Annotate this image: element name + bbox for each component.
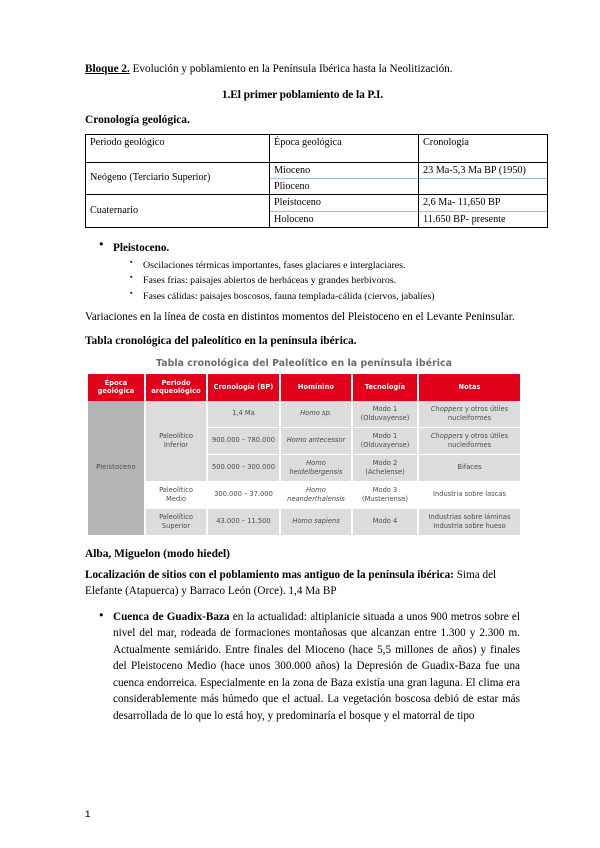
subsection-title: Cronología geológica. xyxy=(85,113,190,126)
tecnologia-modo-1: Modo 1 xyxy=(372,404,398,413)
variaciones-paragraph: Variaciones en la línea de costa en distintos momentos del Pleistoceno en el Levante Peninsular. xyxy=(85,311,515,324)
notas-rest-1: y otros útiles nucleiformes xyxy=(447,404,509,422)
cell-tecnologia-2 xyxy=(352,427,418,454)
list-item: ▪ Fases frías: paisajes abiertos de herbáceas y grandes herbívoros. xyxy=(143,273,520,288)
cell-tecnologia-1 xyxy=(352,401,418,428)
col-header-hominino: Homínino xyxy=(280,374,352,400)
cronologia-mioceno: 23 Ma-5,3 Ma BP (1950) xyxy=(419,163,547,179)
cell-cronologia-2: 900.000 – 780.000 xyxy=(207,427,280,454)
alba-miguelon-line: Alba, Miguelon (modo hiedel) xyxy=(85,548,230,561)
cell-periodo-cuaternario: Cuaternario xyxy=(86,195,270,228)
cell-notas-5: Industrias sobre láminas Industria sobre hueso xyxy=(418,508,520,535)
table-row xyxy=(88,481,520,508)
bloque-label: Bloque 2. xyxy=(85,63,130,75)
notas-italic-1: Choppers xyxy=(430,404,463,413)
paleolithic-table-figure xyxy=(88,355,520,536)
cell-periodo-neogeno: Neógeno (Terciario Superior) xyxy=(86,162,270,195)
cell-notas-4: Industria sobre lascas xyxy=(418,481,520,508)
cell-cronologia-1: 1,4 Ma xyxy=(207,401,280,428)
cuenca-bullet-list xyxy=(85,609,520,724)
cell-tecnologia-4 xyxy=(352,481,418,508)
localizacion-value: Sima del Elefante (Atapuerca) y Barraco León (Orce). 1,4 Ma BP xyxy=(85,569,497,597)
table-row xyxy=(86,195,548,228)
col-header-tecnologia: Tecnología xyxy=(352,374,418,400)
col-header-periodo-arqueologico: Periodo arqueológico xyxy=(145,374,207,400)
localizacion-label: Localización de sitios con el poblamiento mas antiguo de la península ibérica: xyxy=(85,569,454,582)
cell-hominino-5: Homo sapiens xyxy=(280,508,352,535)
pleistoceno-sublist xyxy=(113,258,520,304)
tecnologia-cultura-1: (Olduvayense) xyxy=(360,413,410,422)
table-header-row xyxy=(86,134,548,162)
tecnologia-modo-2: Modo 1 xyxy=(372,431,398,440)
epoca-holoceno: Holoceno xyxy=(274,213,314,225)
col-header-notas: Notas xyxy=(418,374,520,400)
col-header-epoca: Época geológica xyxy=(270,134,419,162)
cell-hominino-1: Homo sp. xyxy=(280,401,352,428)
cell-tecnologia-5: Modo 4 xyxy=(352,508,418,535)
paleo-table-heading: Tabla cronológica del paleolítico en la península ibérica. xyxy=(85,335,357,348)
tecnologia-modo-4: Modo 3 xyxy=(372,485,398,494)
localizacion-paragraph xyxy=(85,568,520,600)
list-item xyxy=(113,240,520,304)
col-header-periodo: Periodo geológico xyxy=(86,134,270,162)
table-row xyxy=(86,162,548,195)
cuenca-label: Cuenca de Guadix-Baza xyxy=(113,610,230,623)
cuenca-text: en la actualidad: altiplanicie situada a unos 900 metros sobre el nivel del mar, rodeada de formaciones montañosas que alcanzan entre 1.300 y 2.300 m. Actualmente semiárido. Entre finales del Mioceno (hace 5,5 millones de años) y finales del Pleistoceno Medio (hace unos 300.000 años) la Depresión de Guadix-Baza fue una cuenca endorreica. Especialmente en la zona de Baza existía una gran laguna. El clima era considerablemente más húmedo que el actual. La vegetación boscosa debió de estar más desarrollada de lo que lo está hoy, y predominaría el bosque y el matorral de tipo xyxy=(113,610,520,722)
cell-periodo-inferior: Paleolítico Inferior xyxy=(145,401,207,482)
list-item xyxy=(113,609,520,724)
cell-hominino-4: Homo neanderthalensis xyxy=(280,481,352,508)
cell-periodo-superior: Paleolítico Superior xyxy=(145,508,207,535)
cell-cronologia-5: 43.000 – 11.500 xyxy=(207,508,280,535)
notas-rest-2: y otros útiles nucleiformes xyxy=(447,431,509,449)
cell-cronologia-4: 300.000 – 37.000 xyxy=(207,481,280,508)
cell-epocas-neogeno xyxy=(270,162,419,195)
cell-notas-1 xyxy=(418,401,520,428)
section-title: 1.El primer poblamiento de la P.I. xyxy=(221,88,384,101)
pleistoceno-list-title: Pleistoceno. xyxy=(113,241,170,254)
epoca-plioceno: Plioceno xyxy=(274,181,310,193)
cell-tecnologia-3 xyxy=(352,454,418,481)
cronologia-holoceno: 11.650 BP- presente xyxy=(423,213,506,225)
cell-cronologias-neogeno xyxy=(419,162,548,195)
cronologia-plioceno xyxy=(419,179,547,181)
cronologia-pleistoceno: 2,6 Ma- 11,650 BP xyxy=(419,195,547,211)
paleolithic-table-title: Tabla cronológica del Paleolítico en la península ibérica xyxy=(155,358,453,370)
cell-hominino-2: Homo antecessor xyxy=(280,427,352,454)
cell-epoca-pleistoceno: Pleistoceno xyxy=(88,401,145,536)
cell-cronologia-3: 500.000 – 300.000 xyxy=(207,454,280,481)
col-header-cronologia-bp: Cronología (BP) xyxy=(207,374,280,400)
table-row xyxy=(88,508,520,535)
paleolithic-table xyxy=(88,374,520,536)
list-item: ▪ Oscilaciones térmicas importantes, fases glaciares e interglaciares. xyxy=(143,258,520,273)
epoca-pleistoceno: Pleistoceno xyxy=(270,195,418,211)
cell-periodo-medio: Paleolítico Medio xyxy=(145,481,207,508)
table-header-row xyxy=(88,374,520,400)
tecnologia-modo-3: Modo 2 xyxy=(372,458,398,467)
page-number: 1 xyxy=(85,809,91,820)
pleistoceno-list xyxy=(85,240,520,304)
col-header-epoca-geologica: Época geológica xyxy=(88,374,145,400)
cell-hominino-3: Homo heidelbergensis xyxy=(280,454,352,481)
epoca-mioceno: Mioceno xyxy=(270,163,418,179)
geologic-chronology-table xyxy=(85,134,548,228)
tecnologia-cultura-4: (Musteriense) xyxy=(361,494,408,503)
cell-epocas-cuaternario xyxy=(270,195,419,228)
tecnologia-cultura-3: (Achelense) xyxy=(365,467,405,476)
cell-notas-3: Bifaces xyxy=(418,454,520,481)
cell-notas-2 xyxy=(418,427,520,454)
cell-cronologias-cuaternario xyxy=(419,195,548,228)
bloque-rest: Evolución y poblamiento en la Península Ibérica hasta la Neolitización. xyxy=(129,63,453,75)
table-row xyxy=(88,401,520,428)
list-item: ▪ Fases cálidas: paisajes boscosos, fauna templada-cálida (ciervos, jabalíes) xyxy=(143,289,520,304)
col-header-cronologia: Cronología xyxy=(419,134,548,162)
tecnologia-cultura-2: (Olduvayense) xyxy=(360,440,410,449)
notas-italic-2: Choppers xyxy=(430,431,463,440)
page-title xyxy=(85,62,520,78)
